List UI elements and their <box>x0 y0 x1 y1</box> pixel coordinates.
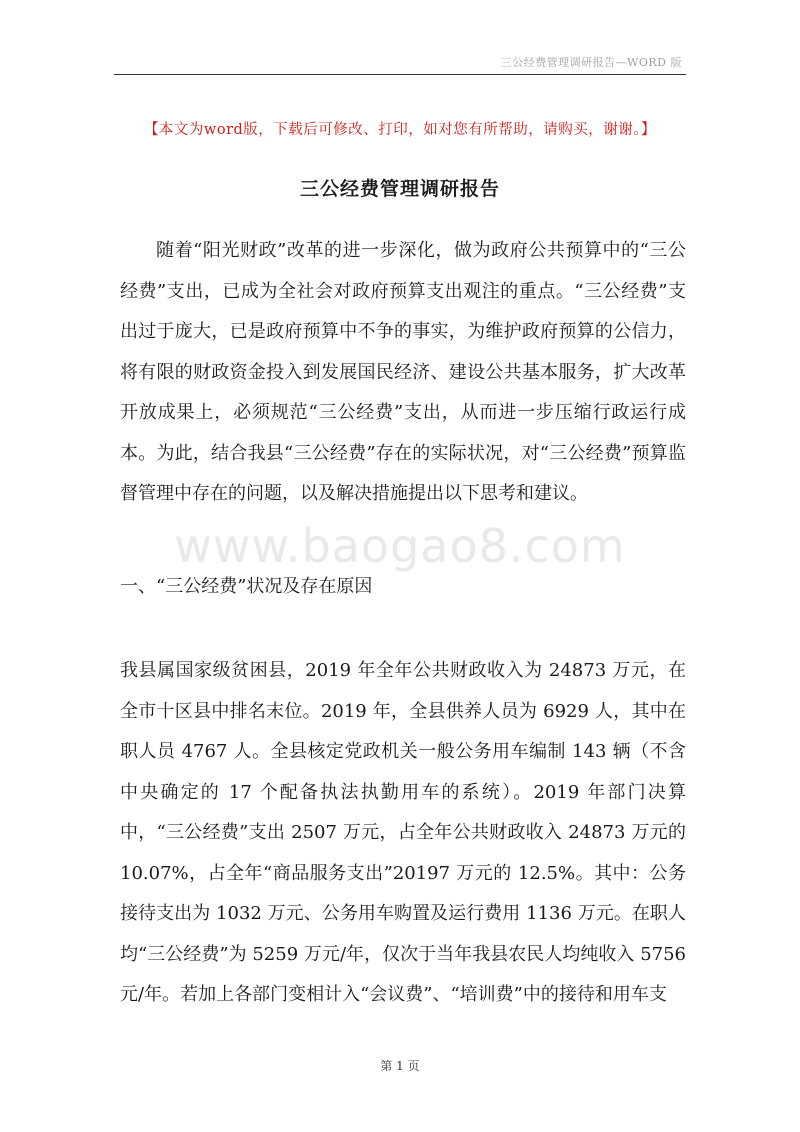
document-title: 三公经费管理调研报告 <box>299 178 500 200</box>
intro-paragraph: 随着“阳光财政”改革的进一步深化，做为政府公共预算中的“三公经费”支出，已成为全社会对政府预算支出观注的重点。“三公经费”支出过于庞大，已是政府预算中不争的事实，为维护政府预算的公信力，将有限的财政资金投入到发展国民经济、建设公共基本服务，扩大改革开放成果上，必须规范“三公经费”支出，从而进一步压缩行政运行成本。为此，结合我县“三公经费”存在的实际状况，对“三公经费”预算监督管理中存在的问题，以及解决措施提出以下思考和建议。 <box>120 240 686 504</box>
page-number: 第 1 页 <box>380 1059 420 1073</box>
section-heading: 一、“三公经费”状况及存在原因 <box>120 576 373 597</box>
header-divider <box>114 74 686 75</box>
body-paragraph: 我县属国家级贫困县，2019 年全年公共财政收入为 24873 万元，在全市十区县中排名末位。2019 年，全县供养人员为 6929 人，其中在职人员 4767 人。全县核定党政机关一般公务用车编制 143 辆（不含中央确定的 17 个配备执法执勤用车的系统）。2019 年部门决算中，“三公经费”支出 2507 万元，占全年公共财政收入 24873 万元的 10.07%，占全年“商品服务支出”20197 万元的 12.5%。其中：公务接待支出为 1032 万元、公务用车购置及运行费用 1136 万元。在职人均“三公经费”为 5259 万元/年，仅次于当年我县农民人均纯收入 5756 元/年。若加上各部门变相计入“会议费”、“培训费”中的接待和用车支 <box>120 660 686 1005</box>
purchase-notice: 【本文为word版，下载后可修改、打印，如对您有所帮助，请购买，谢谢。】 <box>143 122 657 138</box>
running-header: 三公经费管理调研报告—WORD 版 <box>500 56 682 69</box>
watermark: www.baogao8.com <box>174 519 626 573</box>
